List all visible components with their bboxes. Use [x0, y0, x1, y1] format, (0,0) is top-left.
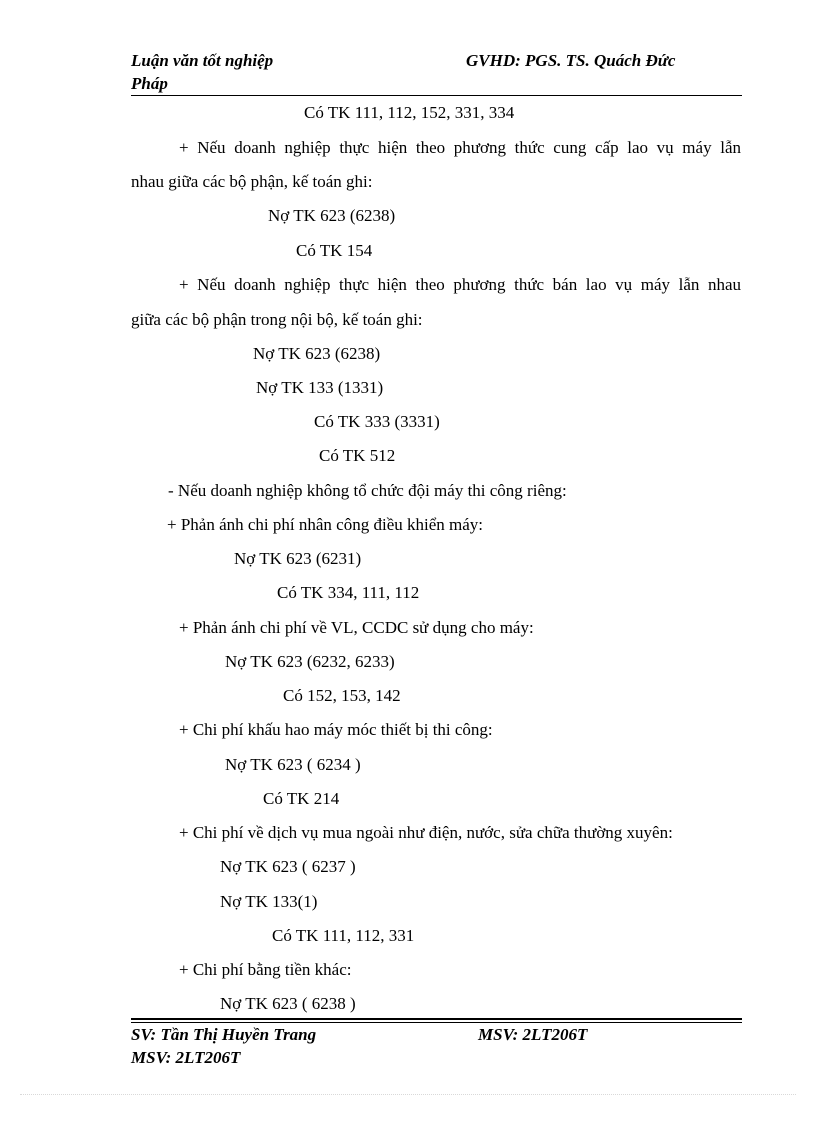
header-thesis-label: Luận văn tốt nghiệp — [131, 51, 274, 70]
body-line: + Nếu doanh nghiệp thực hiện theo phương thức bán lao vụ máy lẫn nhau — [179, 275, 741, 294]
body-line: Có TK 334, 111, 112 — [277, 583, 420, 602]
body-line: Có TK 333 (3331) — [314, 412, 440, 431]
page-bottom-divider — [20, 1094, 796, 1095]
body-line: Có TK 512 — [319, 446, 396, 465]
footer-rule-top — [131, 1018, 742, 1020]
body-line: Có TK 214 — [263, 789, 340, 808]
body-line: nhau giữa các bộ phận, kế toán ghi: — [131, 172, 373, 191]
body-line: + Phản ánh chi phí về VL, CCDC sử dụng cho máy: — [179, 618, 534, 637]
body-line: Nợ TK 623 (6231) — [234, 549, 362, 568]
body-line: + Chi phí về dịch vụ mua ngoài như điện, nước, sửa chữa thường xuyên: — [179, 823, 673, 842]
body-line: Có TK 111, 112, 152, 331, 334 — [304, 103, 515, 122]
footer-student-name: SV: Tần Thị Huyền Trang — [131, 1025, 317, 1044]
body-line: Nợ TK 623 (6238) — [268, 206, 396, 225]
body-line: Có TK 111, 112, 331 — [272, 926, 415, 945]
body-line: Nợ TK 623 (6238) — [253, 344, 381, 363]
body-line: Có 152, 153, 142 — [283, 686, 401, 705]
body-line: Nợ TK 623 ( 6238 ) — [220, 994, 356, 1013]
body-line: Nợ TK 133 (1331) — [256, 378, 384, 397]
header-rule — [131, 95, 742, 96]
body-line: + Chi phí bằng tiền khác: — [179, 960, 352, 979]
body-line: Nợ TK 623 (6232, 6233) — [225, 652, 395, 671]
footer-rule-bottom — [131, 1022, 742, 1023]
body-line: - Nếu doanh nghiệp không tổ chức đội máy thi công riêng: — [168, 481, 567, 500]
header-advisor-continuation: Pháp — [131, 74, 168, 93]
body-line: Nợ TK 133(1) — [220, 892, 318, 911]
body-line: Nợ TK 623 ( 6234 ) — [225, 755, 361, 774]
body-line: Có TK 154 — [296, 241, 373, 260]
body-line: Nợ TK 623 ( 6237 ) — [220, 857, 356, 876]
body-line: + Chi phí khấu hao máy móc thiết bị thi công: — [179, 720, 493, 739]
header-advisor: GVHD: PGS. TS. Quách Đức — [466, 51, 676, 70]
footer-student-id-repeat: MSV: 2LT206T — [131, 1048, 241, 1067]
body-line: + Nếu doanh nghiệp thực hiện theo phương thức cung cấp lao vụ máy lẫn — [179, 138, 741, 157]
body-line: giữa các bộ phận trong nội bộ, kế toán ghi: — [131, 310, 423, 329]
body-line: + Phản ánh chi phí nhân công điều khiển máy: — [167, 515, 483, 534]
footer-student-id: MSV: 2LT206T — [478, 1025, 588, 1044]
